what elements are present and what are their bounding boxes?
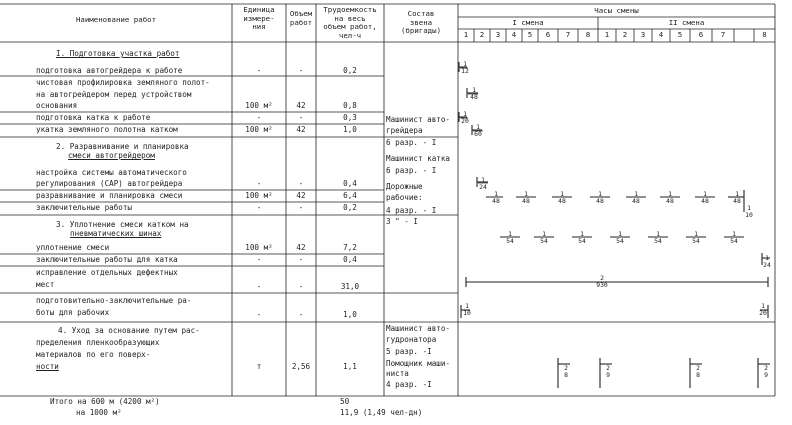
fraction-label: 1 20 xyxy=(759,302,767,317)
section-title-cont: ности xyxy=(36,362,59,371)
fraction-label: 1 54 xyxy=(540,230,548,245)
row-volume: 42 xyxy=(296,101,306,110)
header-volume: Объем работ xyxy=(289,9,313,27)
crew-line: 5 разр. -I xyxy=(386,347,432,356)
row-unit: 100 м² xyxy=(245,125,273,134)
fraction-label: 1 54 xyxy=(578,230,586,245)
hour-cell: 1 xyxy=(604,30,610,39)
fraction-label: 1 48 xyxy=(492,190,500,205)
row-volume: - xyxy=(298,282,304,291)
fraction-label: 2 8 xyxy=(696,364,700,379)
section-title: 3. Уплотнение смеси катком на xyxy=(56,220,189,229)
row-labor: 0,2 xyxy=(343,66,357,75)
fraction-label: 1 48 xyxy=(596,190,604,205)
fraction-label: 2 9 xyxy=(606,364,610,379)
crew-line: гудронатора xyxy=(386,335,437,344)
section-title: I. Подготовка участка работ xyxy=(56,49,180,58)
row-volume: - xyxy=(298,66,304,75)
fraction-label: 1 24 xyxy=(479,176,487,191)
row-name: уплотнение смеси xyxy=(36,243,110,252)
fraction-label: 2 8 xyxy=(564,364,568,379)
section-title-cont: пневматических шинах xyxy=(70,229,162,238)
row-labor: 1,0 xyxy=(343,310,357,319)
row-name: подготовка автогрейдера к работе xyxy=(36,66,183,75)
fraction-label: 1 60 xyxy=(474,123,482,138)
fraction-label: 1 54 xyxy=(654,230,662,245)
row-name: заключительные работы для катка xyxy=(36,255,178,264)
crew-line: Дорожные xyxy=(386,182,423,191)
fraction-label: 1 10 xyxy=(463,302,471,317)
hour-cell: 6 xyxy=(545,30,551,39)
row-name: заключительные работы xyxy=(36,203,133,212)
section-title-cont: материалов по его поверх- xyxy=(36,350,151,359)
row-unit: 100 м² xyxy=(245,101,273,110)
header-unit: Единица измере- ния xyxy=(243,5,275,32)
row-unit: - xyxy=(256,179,262,188)
crew-line: Машинист катка xyxy=(386,154,451,163)
crew-line: 3 " - I xyxy=(386,217,419,226)
crew-line: Машинист авто- xyxy=(386,324,451,333)
row-volume: 2,56 xyxy=(291,362,311,371)
row-labor: 31,0 xyxy=(340,282,360,291)
header-shift-2: II смена xyxy=(668,18,705,27)
hour-cell: 3 xyxy=(640,30,646,39)
fraction-label: 1 54 xyxy=(730,230,738,245)
row-unit: т xyxy=(256,362,262,371)
row-volume: 42 xyxy=(296,125,306,134)
fraction-label: 1 48 xyxy=(701,190,709,205)
totals-line-1: Итого на 600 м (4200 м²) xyxy=(50,397,160,406)
row-labor: 6,4 xyxy=(343,191,357,200)
fraction-label: 1 48 xyxy=(522,190,530,205)
row-labor: 0,3 xyxy=(343,113,357,122)
crew-line: Помощник маши- xyxy=(386,359,451,368)
row-volume: - xyxy=(298,310,304,319)
crew-line: грейдера xyxy=(386,126,423,135)
row-volume: - xyxy=(298,113,304,122)
row-name: исправление отдельных дефектных xyxy=(36,268,178,277)
row-name: настройка системы автоматического xyxy=(36,168,187,177)
section-title: 4. Уход за основание путем рас- xyxy=(58,326,200,335)
row-name: чистовая профилировка земляного полот- xyxy=(36,78,210,87)
row-name: мест xyxy=(36,280,55,289)
row-name: подготовка катка к работе xyxy=(36,113,151,122)
fraction-label: 1 48 xyxy=(666,190,674,205)
fraction-label: 1 10 xyxy=(745,204,753,219)
row-labor: 0,4 xyxy=(343,179,357,188)
row-name: разравнивание и планировка смеси xyxy=(36,191,183,200)
hour-cell: 7 xyxy=(720,30,726,39)
row-name: основания xyxy=(36,101,78,110)
crew-line: 6 разр. - I xyxy=(386,166,437,175)
header-work-name: Наименование работ xyxy=(75,15,157,24)
hour-cell: 2 xyxy=(479,30,485,39)
fraction-label: 1 24 xyxy=(763,254,771,269)
fraction-label: 1 48 xyxy=(470,86,478,101)
hour-cell: 4 xyxy=(511,30,517,39)
row-name: на автогрейдером перед устройством xyxy=(36,90,192,99)
row-volume: 42 xyxy=(296,191,306,200)
crew-line: 4 разр. -I xyxy=(386,380,432,389)
row-unit: - xyxy=(256,113,262,122)
fraction-label: 2 9 xyxy=(764,364,768,379)
crew-line: рабочие: xyxy=(386,193,423,202)
row-unit: - xyxy=(256,310,262,319)
hour-cell: 3 xyxy=(495,30,501,39)
header-labor: Трудоемкость на весь объем работ, чел-ч xyxy=(323,5,377,40)
row-volume: - xyxy=(298,203,304,212)
hour-cell: 5 xyxy=(527,30,533,39)
hour-cell: 6 xyxy=(698,30,704,39)
row-labor: 0,8 xyxy=(343,101,357,110)
hour-cell: 8 xyxy=(762,30,767,39)
crew-line: 6 разр. - I xyxy=(386,138,437,147)
row-name: боты для рабочих xyxy=(36,308,110,317)
row-name: подготовительно-заключительные ра- xyxy=(36,296,192,305)
row-unit: - xyxy=(256,255,262,264)
row-labor: 1,1 xyxy=(343,362,357,371)
header-crew: Состав звена (бригады) xyxy=(400,9,442,36)
fraction-label: 1 12 xyxy=(461,60,469,75)
row-unit: - xyxy=(256,282,262,291)
row-labor: 0,2 xyxy=(343,203,357,212)
row-unit: 100 м² xyxy=(245,191,273,200)
row-volume: 42 xyxy=(296,243,306,252)
fraction-label: 1 54 xyxy=(616,230,624,245)
row-unit: 100 м² xyxy=(245,243,273,252)
crew-line: ниста xyxy=(386,369,409,378)
fraction-label: 1 54 xyxy=(692,230,700,245)
header-shift-1: I смена xyxy=(512,18,544,27)
fraction-label: 1 48 xyxy=(632,190,640,205)
crew-line: 4 разр. - I xyxy=(386,206,437,215)
hour-cell: 2 xyxy=(622,30,628,39)
hour-cell: 1 xyxy=(463,30,469,39)
row-volume: - xyxy=(298,179,304,188)
row-name: регулирования (САР) автогрейдера xyxy=(36,179,183,188)
row-labor: 7,2 xyxy=(343,243,357,252)
section-title: 2. Разравнивание и планировка xyxy=(56,142,189,151)
row-volume: - xyxy=(298,255,304,264)
hour-cell: 5 xyxy=(677,30,683,39)
row-unit: - xyxy=(256,203,262,212)
fraction-label: 1 54 xyxy=(506,230,514,245)
section-title-cont: пределения пленкообразующих xyxy=(36,338,160,347)
section-title-cont: смеси автогрейдером xyxy=(68,151,155,160)
hour-cell: 7 xyxy=(565,30,571,39)
fraction-label: 1 48 xyxy=(733,190,741,205)
crew-line: Машинист авто- xyxy=(386,115,451,124)
totals-value-2: 11,9 (1,49 чел-дн) xyxy=(340,408,423,417)
row-unit: - xyxy=(256,66,262,75)
row-labor: 1,0 xyxy=(343,125,357,134)
fraction-label: 2 930 xyxy=(596,274,608,289)
totals-value-1: 50 xyxy=(340,397,350,406)
hour-cell: 4 xyxy=(658,30,664,39)
row-name: укатка земляного полотна катком xyxy=(36,125,178,134)
row-labor: 0,4 xyxy=(343,255,357,264)
totals-line-2: на 1000 м² xyxy=(76,408,122,417)
hour-cell: 8 xyxy=(585,30,591,39)
fraction-label: 1 20 xyxy=(461,110,469,125)
schedule-bars xyxy=(459,62,770,388)
header-shift-hours: Часы смены xyxy=(594,6,639,15)
fraction-label: 1 48 xyxy=(558,190,566,205)
